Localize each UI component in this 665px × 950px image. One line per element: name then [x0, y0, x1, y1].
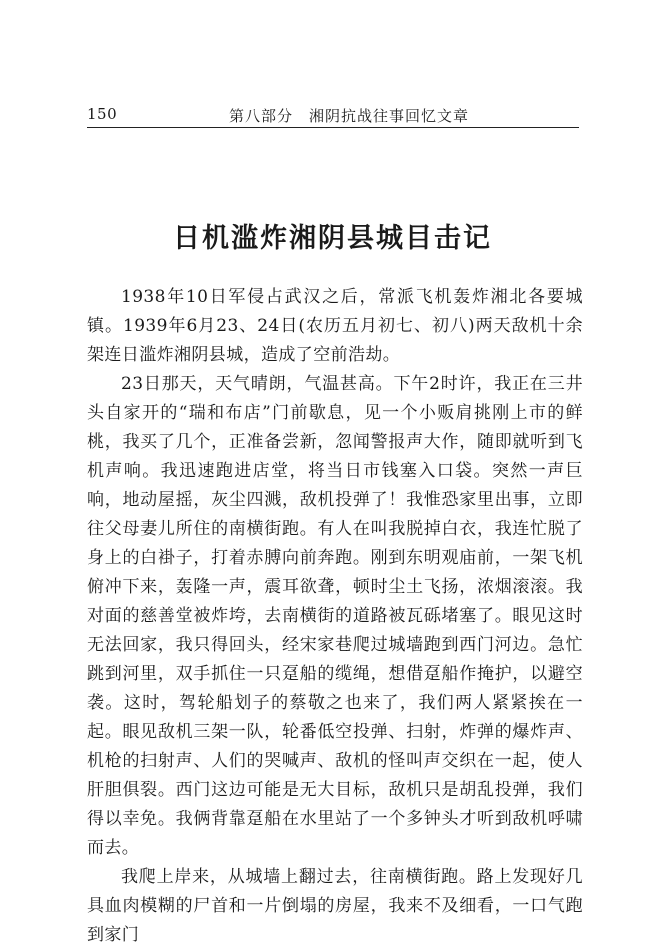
article-title: 日机滥炸湘阴县城目击记 — [173, 223, 492, 255]
page-number: 150 — [87, 105, 118, 123]
section-title: 第八部分 湘阴抗战往事回忆文章 — [229, 107, 470, 125]
article-body — [87, 283, 583, 950]
paragraph: 23日那天，天气晴朗，气温甚高。下午2时许，我正在三井头自家开的“瑞和布店”门前歇息，见一个小贩肩挑刚上市的鲜桃，我买了几个，正准备尝新，忽闻警报声大作，随即就听到飞机声响。我迅速跑进店堂，将当日市钱塞入口袋。突然一声巨响，地动屋摇，灰尘四溅，敌机投弹了！我惟恐家里出事，立即往父母妻儿所住的南横街跑。有人在叫我脱掉白衣，我连忙脱了身上的白褂子，打着赤膊向前奔跑。刚到东明观庙前，一架飞机俯冲下来，轰隆一声，震耳欲聋，顿时尘土飞扬，浓烟滚滚。我对面的慈善堂被炸垮，去南横街的道路被瓦砾堵塞了。眼见这时无法回家，我只得回头，经宋家巷爬过城墙跑到西门河边。急忙跳到河里，双手抓住一只趸船的缆绳，想借趸船作掩护，以避空袭。这时，驾轮船划子的蔡敬之也来了，我们两人紧紧挨在一起。眼见敌机三架一队，轮番低空投弹、扫射，炸弹的爆炸声、机枪的扫射声、人们的哭喊声、敌机的怪叫声交织在一起，使人肝胆俱裂。西门这边可能是无大目标，敌机只是胡乱投弹，我们得以幸免。我俩背靠趸船在水里站了一个多钟头才听到敌机呼啸而去。 — [87, 374, 583, 858]
running-header — [87, 103, 579, 128]
paragraph: 我爬上岸来，从城墙上翻过去，往南横街跑。路上发现好几具血肉模糊的尸首和一片倒塌的房屋，我来不及细看，一口气跑到家门 — [87, 867, 583, 945]
paragraph: 1938年10日军侵占武汉之后，常派飞机轰炸湘北各要城镇。1939年6月23、24日(农历五月初七、初八)两天敌机十余架连日滥炸湘阴县城，造成了空前浩劫。 — [87, 287, 583, 365]
